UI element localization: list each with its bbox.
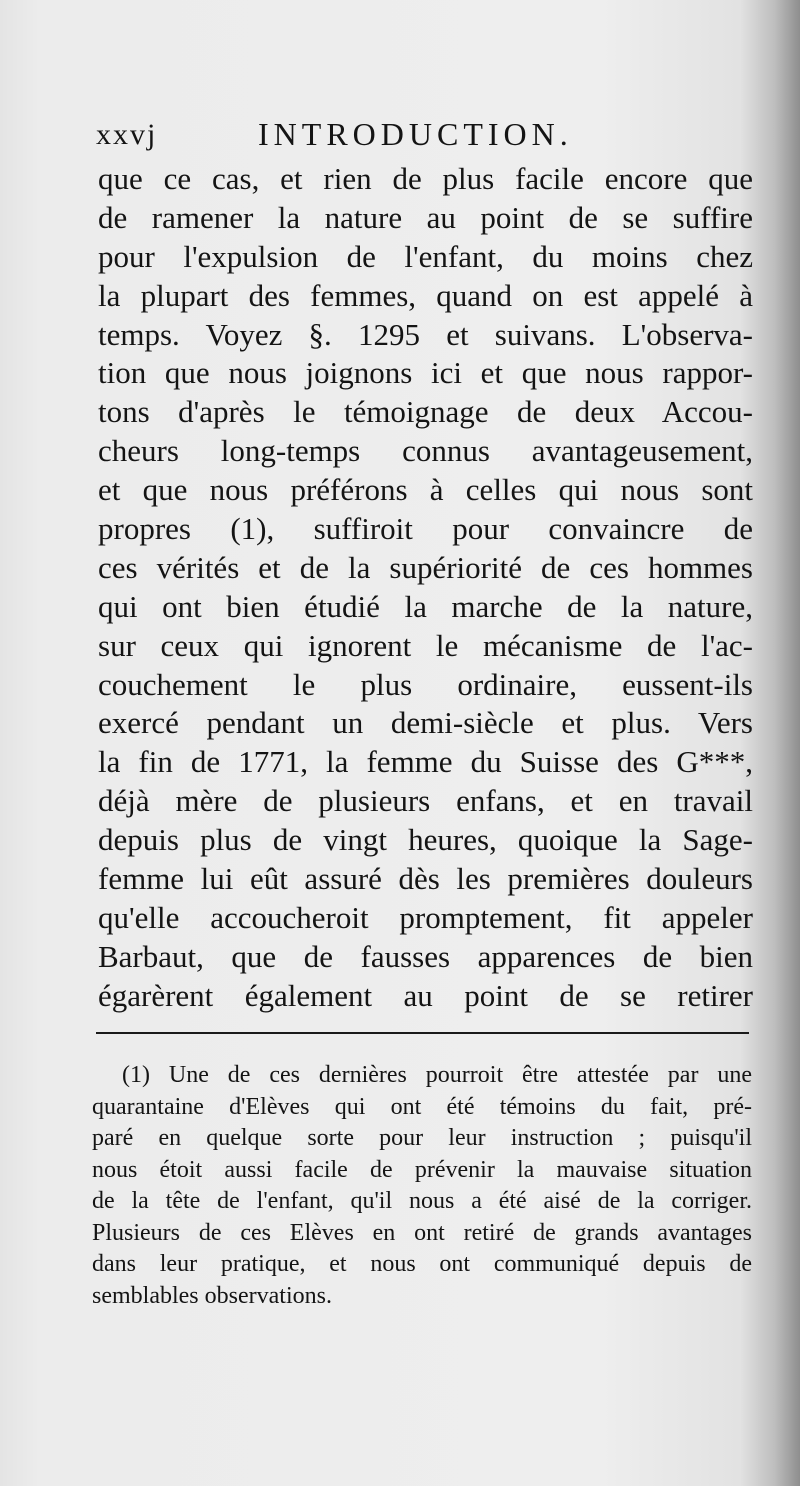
- footnote-line: de la tête de l'enfant, qu'il nous a été aisé de la corriger.: [92, 1188, 752, 1214]
- text-line: et que nous préférons à celles qui nous sont: [98, 472, 753, 508]
- footnote: [92, 1060, 752, 1312]
- text-line: femme lui eût assuré dès les premières douleurs: [98, 861, 753, 897]
- text-line: pour l'expulsion de l'enfant, du moins chez: [98, 238, 753, 274]
- running-title: INTRODUCTION.: [258, 116, 573, 152]
- text-line: sur ceux qui ignorent le mécanisme de l'ac-: [98, 627, 753, 663]
- text-line: Barbaut, que de fausses apparences de bien: [98, 938, 753, 974]
- text-line: cheurs long-temps connus avantageusement,: [98, 433, 753, 469]
- footnote-line: dans leur pratique, et nous ont communiqué depuis de: [92, 1251, 752, 1277]
- page-number: xxvj: [96, 118, 158, 151]
- text-line: propres (1), suffiroit pour convaincre de: [98, 511, 753, 547]
- text-line: que ce cas, et rien de plus facile encore que: [98, 161, 753, 196]
- footnote-rule: [96, 1032, 749, 1034]
- footnote-line: (1) Une de ces dernières pourroit être attestée par une: [122, 1062, 752, 1088]
- text-line: depuis plus de vingt heures, quoique la Sage-: [98, 822, 753, 858]
- text-line: exercé pendant un demi-siècle et plus. Vers: [98, 705, 753, 741]
- text-line: tons d'après le témoignage de deux Accou-: [98, 394, 753, 430]
- footnote-line: Plusieurs de ces Elèves en ont retiré de grands avantages: [92, 1219, 752, 1246]
- footnote-line: paré en quelque sorte pour leur instruction ; puisqu'il: [92, 1125, 752, 1151]
- text-line: de ramener la nature au point de se suffire: [98, 199, 753, 235]
- footnote-line: semblables observations.: [92, 1282, 332, 1309]
- text-line: qu'elle accoucheroit promptement, fit appeler: [98, 899, 753, 935]
- main-text: [98, 160, 753, 1016]
- text-line: qui ont bien étudié la marche de la nature,: [98, 588, 753, 624]
- text-line: couchement le plus ordinaire, eussent-ils: [98, 666, 753, 702]
- text-line: tion que nous joignons ici et que nous rappor-: [98, 355, 753, 391]
- text-line: temps. Voyez §. 1295 et suivans. L'observa-: [98, 316, 753, 352]
- page-header: [96, 112, 736, 158]
- text-line: la plupart des femmes, quand on est appelé à: [98, 277, 753, 313]
- text-line: égarèrent également au point de se retirer: [98, 977, 753, 1013]
- text-line: déjà mère de plusieurs enfans, et en travail: [98, 783, 753, 819]
- footnote-line: nous étoit aussi facile de prévenir la mauvaise situation: [92, 1156, 752, 1183]
- text-line: la fin de 1771, la femme du Suisse des G***,: [98, 744, 753, 780]
- text-line: ces vérités et de la supériorité de ces hommes: [98, 549, 753, 585]
- footnote-line: quarantaine d'Elèves qui ont été témoins du fait, pré-: [92, 1093, 752, 1120]
